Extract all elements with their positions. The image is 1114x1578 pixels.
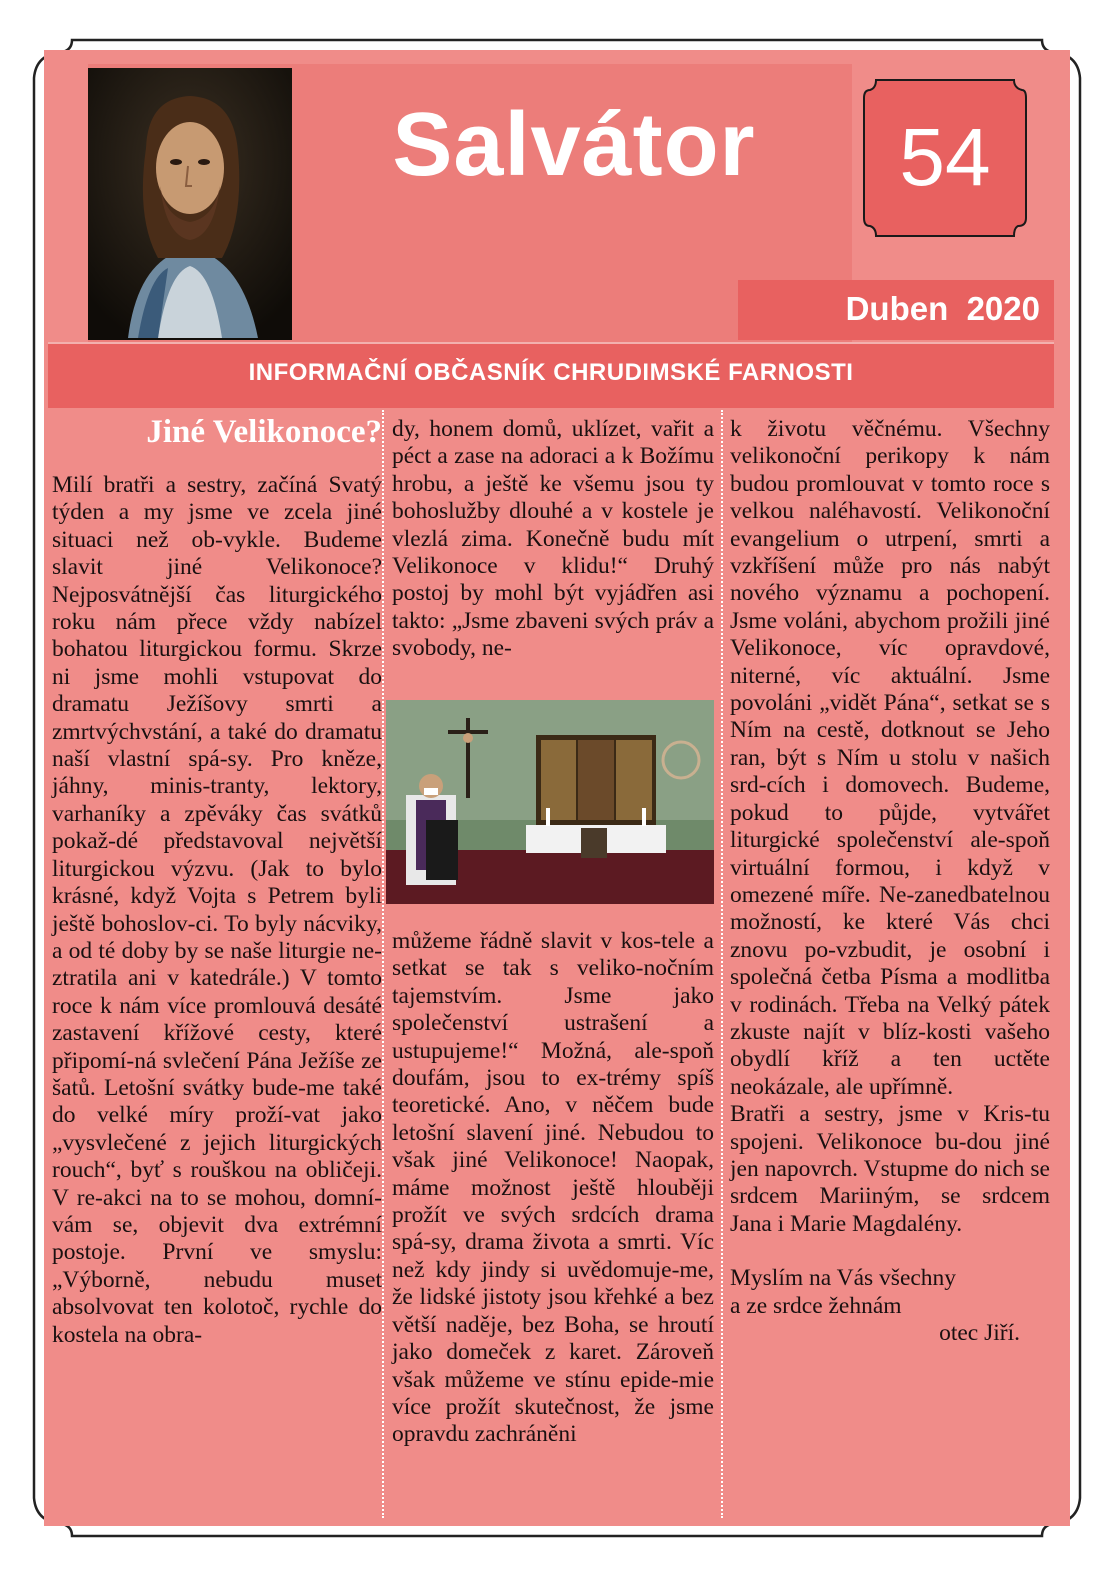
column-separator [382, 410, 384, 1518]
article-text: Bratři a sestry, jsme v Kris-tu spojeni. Velikonoce bu-dou jiné jen napovrch. Vstupme do nich se srdcem Mariiným, se srdcem Jana i Marie Magdalény. [730, 1101, 1050, 1237]
article-column-2-bottom [392, 928, 714, 1449]
article-text: Milí bratři a sestry, začíná Svatý týden a my jsme ve zcela jiné situaci než ob-vykle. Budeme slavit jiné Velikonoce? Nejposvátnější čas liturgického roku nám přece vždy nabízel bohatou liturgickou formu. Skrze ni jsme mohli vstupovat do dramatu Ježíšovy smrti a zmrtvýchvstání, a také do dramatu naší vlastní spá-sy. Pro kněze, jáhny, minis-tranty, lektory, varhaníky a zpěváky čas svátků pokaž-dé představoval největší liturgickou výzvu. (Jak to bylo krásné, když Vojta s Petrem byli ještě bohoslov-ci. To byly nácviky, a od té doby by se naše liturgie ne-ztratila ani v katedrále.) V tomto roce k nám více promlouvá desáté zastavení křížové cesty, které připomí-ná svlečení Pána Ježíše ze šatů. Letošní svátky bude-me také do velké míry proží-vat jako „vysvlečené z jejich liturgických rouch“, byť s rouškou na obličeji. V re-akci na to se mohou, domní-vám se, objevit dva extrémní postoje. První ve smyslu: „Výborně, nebudu muset absolvovat ten kolotoč, rychle do kostela na obra- [52, 472, 382, 1348]
signature: otec Jiří. [939, 1320, 1020, 1346]
closing-line: a ze srdce žehnám [730, 1292, 902, 1319]
date-bar [738, 280, 1054, 340]
issue-number: 54 [899, 112, 991, 203]
article-column-2-top [392, 416, 714, 663]
portrait-of-christ-image [88, 68, 292, 340]
priest-at-altar-photo [386, 700, 714, 904]
subtitle-bar [48, 342, 1054, 408]
closing-line: Myslím na Vás všechny [730, 1265, 957, 1292]
column-separator [721, 410, 723, 1518]
newsletter-page [44, 50, 1070, 1526]
issue-date: Duben 2020 [845, 290, 1040, 327]
newsletter-title: Salvátor [392, 95, 756, 195]
article-text: můžeme řádně slavit v kos-tele a setkat se tak s veliko-nočním tajemstvím. Jsme jako společenství ustrašení a ustupujeme!“ Možná, ale-spoň doufám, jsou to ex-trémy spíš teoretické. Ano, v něčem bude letošní slavení jiné. Nebudou to však jiné Velikonoce! Naopak, máme možnost ještě hlouběji prožít ve svých srdcích drama spá-sy, drama života a smrti. Víc než kdy jindy si uvědomuje-me, že lidské jistoty jsou křehké a bez větší naděje, bez Boha, se hroutí jako domeček z karet. Zároveň však můžeme ve stínu epide-mie více prožít skutečnost, že jsme opravdu zachráněni [392, 928, 714, 1448]
subtitle: INFORMAČNÍ OBČASNÍK CHRUDIMSKÉ FARNOSTI [248, 359, 854, 386]
article-text: dy, honem domů, uklízet, vařit a péct a zase na adoraci a k Božímu hrobu, a ještě ke všemu jsou ty bohoslužby dlouhé a v kostele je vlezlá zima. Konečně budu mít Velikonoce v klidu!“ Druhý postoj by mohl být vyjádřen asi takto: „Jsme zbaveni svých práv a svobody, ne- [392, 416, 714, 662]
article-heading: Jiné Velikonoce? [146, 414, 382, 450]
article-column-3 [730, 416, 1050, 1347]
article-column-1 [52, 472, 382, 1349]
article-text: k životu věčnému. Všechny velikonoční perikopy k nám budou promlouvat v tomto roce s velkou naléhavostí. Velikonoční evangelium o utrpení, smrti a vzkříšení může pro nás nabýt nového významu a pochopení. Jsme voláni, abychom prožili jiné Velikonoce, víc opravdové, niterné, víc aktuální. Jsme povoláni „vidět Pána“, setkat se s Ním na cestě, dotknout se Jeho ran, být s Ním u stolu v našich srd-cích i domovech. Budeme, pokud to půjde, vytvářet liturgické společenství ale-spoň virtuální formou, i když v omezené míře. Ne-zanedbatelnou možností, ke které Vás chci znovu po-vzbudit, je osobní i společná četba Písma a modlitba v rodinách. Třeba na Velký pátek zkuste najít v blíz-kosti vašeho obydlí kříž a ten uctěte neokázale, ale upřímně. [730, 416, 1050, 1100]
